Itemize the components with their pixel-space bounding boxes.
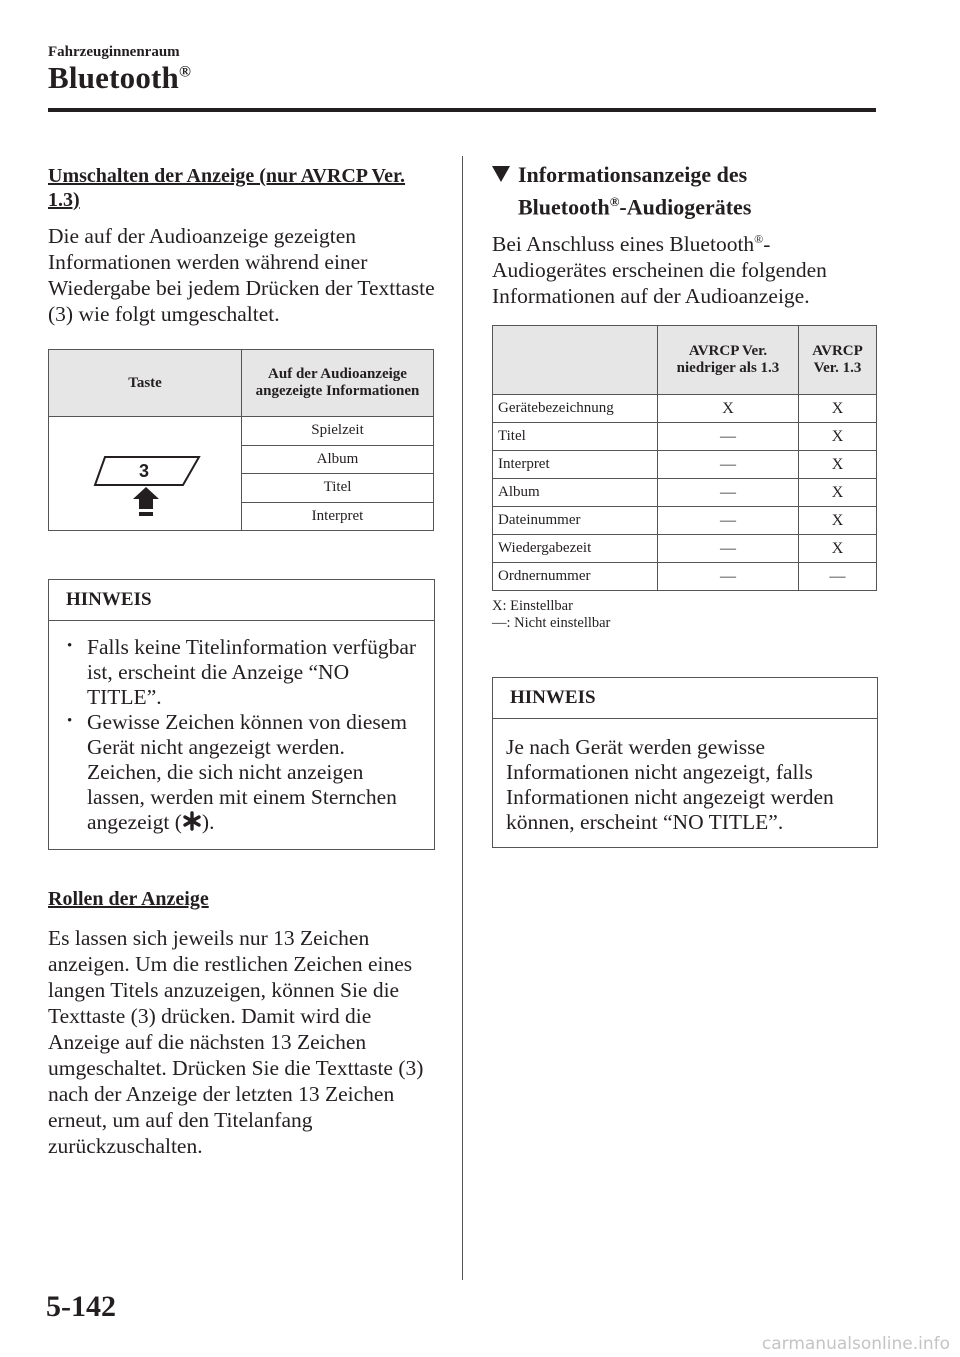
row-v13-value: X [799, 423, 877, 451]
registered-mark: ® [178, 63, 192, 81]
row-label: Interpret [493, 451, 658, 479]
paragraph-display-switch: Die auf der Audioanzeige gezeigten Informationen werden während einer Wiedergabe bei jedem Drücken der Texttaste (3) wie folgt umgeschaltet. [48, 224, 435, 326]
avrcp-info-table [492, 325, 877, 591]
row-label: Titel [493, 423, 658, 451]
note-list [49, 621, 434, 835]
column-divider [462, 156, 463, 1280]
heading-line-2 [492, 188, 872, 220]
row-lower-value: X [658, 395, 799, 423]
note-item-characters-end: ). [201, 810, 215, 834]
table-row [493, 395, 877, 423]
info-cell-album: Album [242, 445, 434, 474]
note-item-characters-text: Gewisse Zeichen können von diesem Gerät nicht angezeigt werden. Zeichen, die sich nicht anzeigen lassen, werden mit einem Sternchen angezeigt ( [87, 710, 408, 834]
row-label: Ordnernummer [493, 563, 658, 591]
chapter-title-text: Bluetooth [48, 60, 179, 95]
text-button-illustration-cell [49, 417, 242, 531]
row-lower-value: — [658, 507, 799, 535]
row-lower-value: — [658, 563, 799, 591]
row-lower-value: — [658, 479, 799, 507]
legend-settable: X: Einstellbar [492, 598, 573, 614]
row-lower-value: — [658, 451, 799, 479]
note-item-characters [87, 710, 424, 835]
note-box-display [48, 579, 435, 850]
row-v13-value: X [799, 395, 877, 423]
page-number: 5-142 [46, 1290, 116, 1323]
heading-registered-mark: ® [609, 194, 620, 209]
legend-not-settable: —: Nicht einstellbar [492, 615, 611, 631]
table-row [493, 535, 877, 563]
row-v13-value: X [799, 479, 877, 507]
row-v13-value: X [799, 507, 877, 535]
avrcp-header-item [493, 326, 658, 395]
row-v13-value: X [799, 535, 877, 563]
avrcp-header-v13: AVRCP Ver. 1.3 [799, 326, 877, 395]
note-box-device-info [492, 677, 878, 848]
row-lower-value: — [658, 535, 799, 563]
row-v13-value: — [799, 563, 877, 591]
row-lower-value: — [658, 423, 799, 451]
paragraph-device-info [492, 226, 872, 309]
row-label: Album [493, 479, 658, 507]
note-item-no-title: • Falls keine Titelinformation verfügbar ist, erscheint die Anzeige “NO TITLE”. [87, 635, 424, 710]
info-cell-playtime: Spielzeit [242, 417, 434, 446]
table-legend [492, 598, 610, 632]
key-table-header-info: Auf der Audioanzeige angezeigte Informationen [242, 350, 434, 417]
heading-device-info [492, 161, 872, 220]
chapter-title [48, 60, 191, 96]
key-table-header-button: Taste [49, 350, 242, 417]
heading-line-2-a: Bluetooth [518, 194, 610, 220]
table-row [493, 479, 877, 507]
paragraph-device-info-b: -Audiogerätes erscheinen die folgenden Informationen auf der Audioanzeige. [492, 232, 827, 309]
row-label: Gerätebezeichnung [493, 395, 658, 423]
info-cell-artist: Interpret [242, 502, 434, 531]
row-v13-value: X [799, 451, 877, 479]
row-label: Wiedergabezeit [493, 535, 658, 563]
table-row [493, 423, 877, 451]
note-title: HINWEIS [493, 678, 877, 719]
heading-triangle-icon [492, 166, 510, 182]
section-label: Fahrzeuginnenraum [48, 44, 180, 60]
button-number-label: 3 [138, 461, 150, 481]
asterisk-icon [182, 811, 202, 831]
heading-line-1: Informationsanzeige des [518, 162, 748, 187]
text-button-icon [49, 417, 241, 525]
heading-line-2-b: -Audiogerätes [619, 194, 752, 220]
table-row [493, 507, 877, 535]
note-text: Je nach Gerät werden gewisse Informationen nicht angezeigt, falls Informationen nicht angezeigt werden können, erscheint “NO TITLE”. [506, 735, 834, 834]
info-cell-title: Titel [242, 474, 434, 503]
paragraph-registered-mark: ® [754, 232, 764, 246]
row-label: Dateinummer [493, 507, 658, 535]
subheading-display-switch: Umschalten der Anzeige (nur AVRCP Ver. 1.3) [48, 165, 406, 211]
paragraph-scroll-display: Es lassen sich jeweils nur 13 Zeichen anzeigen. Um die restlichen Zeichen eines langen Titels anzuzeigen, können Sie die Texttaste (3) drücken. Damit wird die Anzeige auf die nächsten 13 Zeichen umgeschaltet. Drücken Sie die Texttaste (3) nach der Anzeige der letzten 13 Zeichen erneut, um auf den Titelanfang zurückzuschalten. [48, 926, 424, 1158]
key-info-table [48, 349, 434, 531]
note-title: HINWEIS [49, 580, 434, 621]
table-row [493, 451, 877, 479]
watermark: carmanualsonline.info [761, 1334, 950, 1354]
subheading-scroll-display: Rollen der Anzeige [48, 888, 209, 910]
table-row [493, 563, 877, 591]
header-rule [48, 108, 876, 112]
paragraph-device-info-a: Bei Anschluss eines Bluetooth [492, 232, 755, 257]
avrcp-header-lower: AVRCP Ver. niedriger als 1.3 [658, 326, 799, 395]
